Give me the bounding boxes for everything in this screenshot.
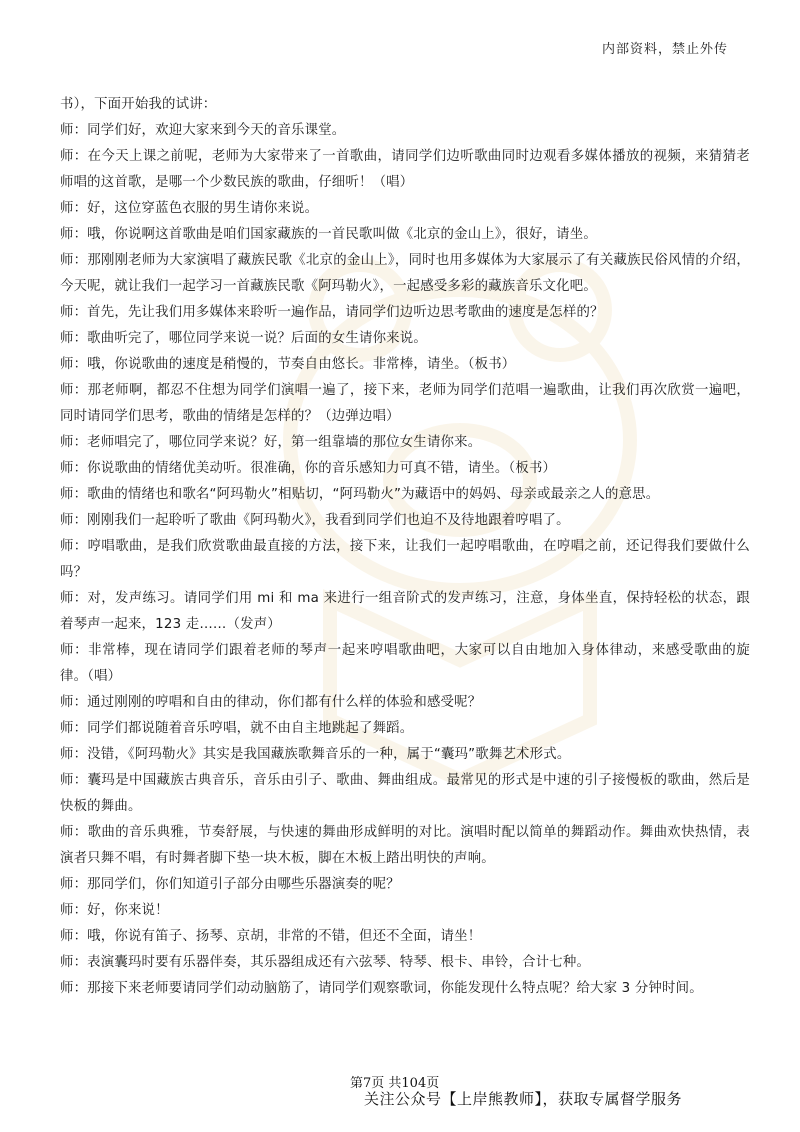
paragraph: 师：哼唱歌曲，是我们欣赏歌曲最直接的方法，接下来，让我们一起哼唱歌曲，在哼唱之前，还记得我们要做什么吗？ <box>60 539 750 580</box>
paragraph: 师：通过刚刚的哼唱和自由的律动，你们都有什么样的体验和感受呢？ <box>60 695 482 710</box>
paragraph: 师：歌曲的情绪也和歌名“阿玛勒火”相贴切，“阿玛勒火”为藏语中的妈妈、母亲或最亲之人的意思。 <box>60 487 660 502</box>
paragraph: 师：老师唱完了，哪位同学来说？好，第一组靠墙的那位女生请你来。 <box>60 435 482 450</box>
document-body <box>60 92 750 1002</box>
paragraph: 书），下面开始我的试讲： <box>60 97 217 112</box>
paragraph: 师：歌曲听完了，哪位同学来说一说？后面的女生请你来说。 <box>60 331 427 346</box>
paragraph: 师：在今天上课之前呢，老师为大家带来了一首歌曲，请同学们边听歌曲同时边观看多媒体播放的视频，来猜猜老师唱的这首歌，是哪一个少数民族的歌曲，仔细听！（唱） <box>60 149 750 190</box>
paragraph: 师：同学们都说随着音乐哼唱，就不由自主地跳起了舞蹈。 <box>60 721 414 736</box>
paragraph: 师：刚刚我们一起聆听了歌曲《阿玛勒火》，我看到同学们也迫不及待地跟着哼唱了。 <box>60 513 570 528</box>
paragraph: 师：哦，你说啊这首歌曲是咱们国家藏族的一首民歌叫做《北京的金山上》，很好，请坐。 <box>60 227 597 242</box>
paragraph: 师：首先，先让我们用多媒体来聆听一遍作品，请同学们边听边思考歌曲的速度是怎样的？ <box>60 305 604 320</box>
paragraph: 师：哦，你说歌曲的速度是稍慢的，节奏自由悠长。非常棒，请坐。（板书） <box>60 357 516 372</box>
footer-promo: 关注公众号【上岸熊教师】，获取专属督学服务 <box>364 1090 683 1108</box>
paragraph: 师：那同学们，你们知道引子部分由哪些乐器演奏的呢？ <box>60 877 400 892</box>
paragraph: 师：好，这位穿蓝色衣服的男生请你来说。 <box>60 201 319 216</box>
page-number: 第7页 共104页 <box>350 1076 440 1091</box>
paragraph: 师：非常棒，现在请同学们跟着老师的琴声一起来哼唱歌曲吧，大家可以自由地加入身体律动，来感受歌曲的旋律。（唱） <box>60 643 750 684</box>
paragraph: 师：那接下来老师要请同学们动动脑筋了，请同学们观察歌词，你能发现什么特点呢？给大家 3 分钟时间。 <box>60 981 703 996</box>
paragraph: 师：没错，《阿玛勒火》其实是我国藏族歌舞音乐的一种，属于“囊玛”歌舞艺术形式。 <box>60 747 571 762</box>
paragraph: 师：你说歌曲的情绪优美动听。很准确，你的音乐感知力可真不错，请坐。（板书） <box>60 461 557 476</box>
paragraph: 师：那老师啊，都忍不住想为同学们演唱一遍了，接下来，老师为同学们范唱一遍歌曲，让我们再次欣赏一遍吧，同时请同学们思考，歌曲的情绪是怎样的？（边弹边唱） <box>60 383 750 424</box>
paragraph: 师：哦，你说有笛子、扬琴、京胡，非常的不错，但还不全面，请坐！ <box>60 929 482 944</box>
paragraph: 师：同学们好，欢迎大家来到今天的音乐课堂。 <box>60 123 346 138</box>
paragraph: 师：歌曲的音乐典雅，节奏舒展，与快速的舞曲形成鲜明的对比。演唱时配以简单的舞蹈动作。舞曲欢快热情，表演者只舞不唱，有时舞者脚下垫一块木板，脚在木板上踏出明快的声响。 <box>60 825 750 866</box>
paragraph: 师：对，发声练习。请同学们用 mi 和 ma 来进行一组音阶式的发声练习，注意，身体坐直，保持轻松的状态，跟着琴声一起来，123 走……（发声） <box>60 591 750 632</box>
paragraph: 师：囊玛是中国藏族古典音乐，音乐由引子、歌曲、舞曲组成。最常见的形式是中速的引子接慢板的歌曲，然后是快板的舞曲。 <box>60 773 750 814</box>
paragraph: 师：好，你来说！ <box>60 903 169 918</box>
paragraph: 师：那刚刚老师为大家演唱了藏族民歌《北京的金山上》，同时也用多媒体为大家展示了有关藏族民俗风情的介绍，今天呢，就让我们一起学习一首藏族民歌《阿玛勒火》，一起感受多彩的藏族音乐文化吧。 <box>60 253 750 294</box>
internal-notice: 内部资料，禁止外传 <box>601 42 728 57</box>
paragraph: 师：表演囊玛时要有乐器伴奏，其乐器组成还有六弦琴、特琴、根卡、串铃，合计七种。 <box>60 955 591 970</box>
